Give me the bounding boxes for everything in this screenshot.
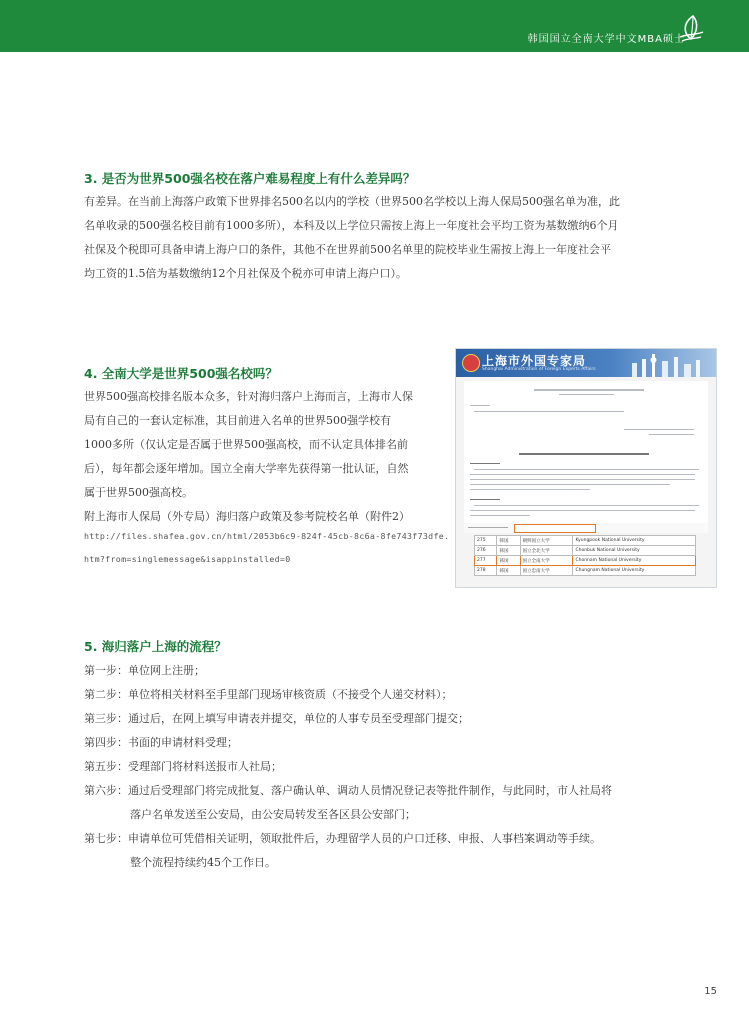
table-row: 275 韩国 朝鲜国立大学 Kyungpook National University	[475, 536, 696, 546]
section-3-title: 3. 是否为世界500强名校在落户难易程度上有什么差异吗？	[84, 171, 416, 186]
highlighted-search-field	[514, 524, 596, 533]
process-duration-note: 整个流程持续约45个工作日。	[130, 856, 276, 869]
section-4-line: 局有自己的一套认定标准，其目前进入名单的世界500强学校有	[84, 414, 391, 427]
website-banner-title: 上海市外国专家局	[482, 354, 587, 368]
leaf-logo-icon	[677, 13, 705, 43]
header-bar	[0, 0, 749, 52]
section-4-line: 附上海市人保局（外专局）海归落户政策及参考院校名单（附件2）	[84, 510, 410, 523]
section-4-line: 1000多所（仅认定是否属于世界500强高校，而不认定具体排名前	[84, 438, 408, 451]
university-list-table	[474, 535, 696, 576]
section-4-body	[84, 385, 439, 529]
step-6-continued: 落户名单发送至公安局，由公安局转发至各区县公安部门；	[130, 808, 416, 821]
attachment-url-line-1[interactable]: http://files.shafea.gov.cn/html/2053b6c9-824f-45cb-8c6a-8fe743f73dfe.	[84, 531, 450, 541]
step-6: 第六步：通过后受理部门将完成批复、落户确认单、调动人员情况登记表等批件制作，与此同时，市人社局将	[84, 784, 612, 797]
table-row-highlighted: 277 韩国 国立全南大学 Chonnam National University	[475, 556, 696, 566]
skyline-icon	[622, 351, 712, 377]
page-number: 15	[704, 986, 717, 997]
step-3: 第三步：通过后，在网上填写申请表并提交，单位的人事专员至受理部门提交；	[84, 712, 469, 725]
step-2: 第二步：单位将相关材料至手里部门现场审核资质（不接受个人递交材料）；	[84, 688, 453, 701]
section-5-title: 5. 海归落户上海的流程？	[84, 639, 227, 654]
section-4-line: 后），每年都会逐年增加。国立全南大学率先获得第一批认证，自然	[84, 462, 409, 475]
step-5: 第五步：受理部门将材料送报市人社局；	[84, 760, 282, 773]
table-row: 276 韩国 国立全北大学 Chonbuk National University	[475, 546, 696, 556]
table-row: 278 韩国 国立忠南大学 Chungnam National University	[475, 566, 696, 576]
step-4: 第四步：书面的申请材料受理；	[84, 736, 238, 749]
section-3-line: 社保及个税即可具备申请上海户口的条件，其他不在世界前500名单里的院校毕业生需按上海上一年度社会平	[84, 243, 611, 256]
website-banner	[456, 349, 716, 377]
step-1: 第一步：单位网上注册；	[84, 664, 205, 677]
step-7: 第七步：申请单位可凭借相关证明，领取批件后，办理留学人员的户口迁移、申报、人事档案调动等手续。	[84, 832, 601, 845]
website-screenshot-figure	[455, 348, 717, 588]
document-search-bar	[464, 523, 708, 533]
header-title: 韩国国立全南大学中文MBA硕士	[527, 34, 685, 45]
section-4-line: 世界500强高校排名版本众多，针对海归落户上海而言，上海市人保	[84, 390, 413, 403]
section-4-title: 4. 全南大学是世界500强名校吗？	[84, 366, 278, 381]
section-4-line: 属于世界500强高校。	[84, 486, 193, 499]
emblem-icon	[462, 354, 480, 372]
document-preview	[464, 381, 708, 531]
section-3-line: 名单收录的500强名校目前有1000多所），本科及以上学位只需按上海上一年度社会平均工资为基数缴纳6个月	[84, 219, 619, 232]
section-3-line: 有差异。在当前上海落户政策下世界排名500名以内的学校（世界500名学校以上海人保局500强名单为准，此	[84, 195, 620, 208]
attachment-url-line-2[interactable]: htm?from=singlemessage&isappinstalled=0	[84, 554, 291, 564]
section-3-line: 均工资的1.5倍为基数缴纳12个月社保及个税亦可申请上海户口）。	[84, 267, 407, 280]
website-banner-subtitle: Shanghai Administration of Foreign Experts Affairs	[482, 367, 596, 372]
section-3-body	[84, 190, 668, 286]
